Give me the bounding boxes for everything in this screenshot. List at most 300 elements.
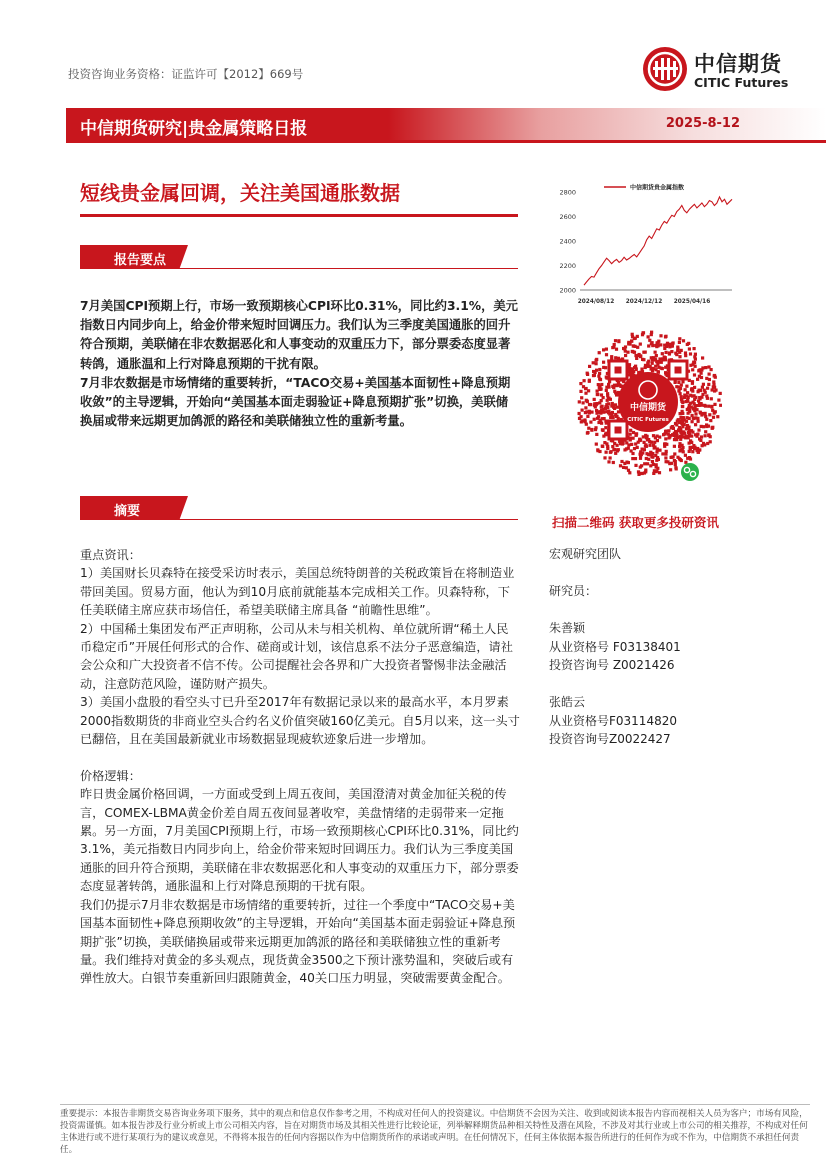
qr-module [691, 420, 694, 423]
qr-module [602, 361, 605, 364]
qr-module [583, 379, 586, 382]
qr-module [691, 382, 694, 385]
disclaimer-divider [60, 1104, 810, 1105]
qr-module [592, 361, 595, 364]
qr-module [672, 427, 675, 430]
qr-module [694, 358, 697, 361]
qr-module [692, 361, 695, 364]
qr-module [693, 394, 696, 397]
qr-module [617, 448, 620, 451]
qr-module [667, 429, 670, 432]
qr-module [704, 430, 707, 433]
chart-y-tick-label: 2600 [559, 213, 576, 221]
qr-module [700, 396, 703, 399]
qr-module [607, 383, 610, 386]
qr-module [712, 385, 715, 388]
team-line: 投资咨询号 Z0021426 [549, 658, 675, 672]
qr-module [692, 401, 695, 404]
qr-module [673, 452, 676, 455]
qr-module [596, 393, 599, 396]
qr-module [602, 435, 605, 438]
qr-module [689, 446, 692, 449]
qr-module [639, 454, 642, 457]
qr-module [586, 415, 589, 418]
summary-gap [80, 748, 520, 766]
qr-module [685, 420, 688, 423]
qr-module [693, 398, 696, 401]
qr-module [654, 365, 657, 368]
qr-module [605, 353, 608, 356]
qr-module [594, 428, 597, 431]
qr-module [581, 419, 584, 422]
qr-module [678, 449, 681, 452]
qr-module [600, 387, 603, 390]
qr-module [647, 438, 650, 441]
qr-module [645, 457, 648, 460]
qr-module [640, 368, 643, 371]
qr-module [584, 387, 587, 390]
qr-module [598, 351, 601, 354]
qr-module [603, 417, 606, 420]
qr-module [665, 460, 668, 463]
qr-module [610, 413, 613, 416]
qr-module [679, 412, 682, 415]
qr-module [649, 464, 652, 467]
qr-module [604, 426, 607, 429]
qr-module [704, 391, 707, 394]
qr-module [708, 373, 711, 376]
qr-module [627, 461, 630, 464]
qr-module [699, 411, 702, 414]
qr-module [634, 442, 637, 445]
qr-module [629, 433, 632, 436]
qr-module [602, 348, 605, 351]
qr-module [600, 399, 603, 402]
qr-module [634, 365, 637, 368]
qr-module [614, 452, 617, 455]
qr-caption: 扫描二维码 获取更多投研资讯 [552, 515, 719, 530]
qr-module [685, 385, 688, 388]
disclaimer-text: 重要提示：本报告非期货交易咨询业务项下服务，其中的观点和信息仅作参考之用，不构成对任何人的投资建议。中信期货不会因为关注、收到或阅读本报告内容而视相关人员为客户；市场有风险，投资需谨慎。如本报告涉及行业分析或上市公司相关内容，旨在对期货市场及其相关性进行比较论证，列举解释期货品种相关特性及潜在风险，不涉及对其行业或上市公司的相关推荐，不构成对任何主体进行或不进行某项行为的建议或意见，不得将本报告的任何内容据以作为中信期货所作的承诺或声明。在任何情况下，任何主体依据本报告所进行的任何作为或不作为，中信期货不承担任何责任。 [60, 1109, 808, 1155]
chart-legend-label: 中信期货贵金属指数 [630, 184, 685, 192]
qr-module [706, 387, 709, 390]
qr-module [644, 366, 647, 369]
qr-module [618, 383, 621, 386]
qr-module [661, 357, 664, 360]
qr-module [639, 466, 642, 469]
report-point-paragraph: 7月非农数据是市场情绪的重要转折，“TACO交易+美国基本面韧性+降息预期收敛”的主导逻辑，开始向“美国基本面走弱验证+降息预期扩张”切换，美联储换届或带来远期更加鸽派的路径和美联储独立性的重新考量。 [80, 375, 511, 429]
qr-module [654, 454, 657, 457]
qr-module [627, 342, 630, 345]
qr-module [605, 348, 608, 351]
qr-module [622, 466, 625, 469]
qr-module [688, 442, 691, 445]
team-line: 朱善颖 [549, 621, 586, 635]
qr-module [681, 380, 684, 383]
qr-module [656, 341, 659, 344]
qr-module [689, 364, 692, 367]
qr-module [700, 413, 703, 416]
chart-y-tick-label: 2400 [559, 237, 576, 246]
qr-module [691, 450, 694, 453]
qr-module [634, 345, 637, 348]
report-date: 2025-8-12 [665, 116, 740, 131]
qr-module [654, 351, 657, 354]
qr-module [676, 456, 679, 459]
qr-module [595, 409, 598, 412]
report-headline: 短线贵金属回调，关注美国通胀数据 [80, 181, 400, 205]
qr-finder-center [675, 367, 682, 374]
qr-module [696, 433, 699, 436]
qr-module [674, 466, 677, 469]
qr-module [644, 351, 647, 354]
qr-module [681, 405, 684, 408]
qr-module [682, 339, 685, 342]
qr-module [680, 395, 683, 398]
qr-module [704, 434, 707, 437]
team-line: 投资咨询号Z0022427 [549, 732, 671, 746]
qr-module [694, 423, 697, 426]
qr-module [645, 452, 648, 455]
qr-module [678, 442, 681, 445]
qr-module [578, 412, 581, 415]
qr-module [651, 456, 654, 459]
qr-module [654, 368, 657, 371]
qr-module [687, 407, 690, 410]
qr-module [697, 404, 700, 407]
qr-module [636, 446, 639, 449]
qr-module [628, 471, 631, 474]
qr-module [622, 442, 625, 445]
qr-module [593, 418, 596, 421]
qr-module [684, 454, 687, 457]
tag-underline [80, 268, 518, 269]
qr-module [607, 460, 610, 463]
qr-module [700, 435, 703, 438]
qr-module [639, 355, 642, 358]
qr-module [709, 419, 712, 422]
qr-module [680, 419, 683, 422]
qr-module [590, 428, 593, 431]
qr-module [613, 343, 616, 346]
qr-module [595, 443, 598, 446]
qr-module [665, 450, 668, 453]
qr-module [667, 344, 670, 347]
qr-module [680, 384, 683, 387]
qr-module [719, 404, 722, 407]
qr-module [664, 442, 667, 445]
qr-module [706, 442, 709, 445]
qr-module [656, 439, 659, 442]
qr-module [683, 432, 686, 435]
qr-module [716, 415, 719, 418]
banner-gradient [388, 108, 826, 140]
qr-module [637, 473, 640, 476]
team-line: 张皓云 [549, 695, 586, 709]
qr-module [702, 383, 705, 386]
qr-module [606, 399, 609, 402]
qr-module [651, 362, 654, 365]
qr-module [649, 444, 652, 447]
qr-module [601, 445, 604, 448]
qr-module [598, 368, 601, 371]
qr-module [609, 451, 612, 454]
qr-module [660, 361, 663, 364]
qr-module [693, 446, 696, 449]
qr-module [644, 445, 647, 448]
qr-module [679, 438, 682, 441]
qr-module [707, 365, 710, 368]
qr-module [659, 334, 662, 337]
qr-module [661, 367, 664, 370]
qr-module [615, 348, 618, 351]
qr-module [694, 353, 697, 356]
qr-module [596, 390, 599, 393]
chart-x-tick-label: 2024/08/12 [577, 299, 615, 305]
qr-module [580, 396, 583, 399]
qr-module [606, 394, 609, 397]
qr-module [661, 452, 664, 455]
qr-module [605, 405, 608, 408]
summary-line: 1）美国财长贝森特在接受采访时表示，美国总统特朗普的关税政策旨在将制造业带回美国。贸易方面，他认为到10月底前就能基本完成相关工作。贝森特称，下任美联储主席应获市场信任，希望美联储主席具备 “前瞻性思维”。 [80, 566, 515, 618]
qr-module [694, 412, 697, 415]
qr-module [664, 335, 667, 338]
summary-line: 昨日贵金属价格回调，一方面或受到上周五夜间，美国澄清对黄金加征关税的传言，COMEX-LBMA黄金价差自周五夜间显著收窄，美盘情绪的走弱带来一定拖累。另一方面，7月美国CPI预期上行，市场一致预期核心CPI环比0.31%，同比约3.1%，美元指数日内同步向上，给金价带来短时回调压力。我们认为三季度美国通胀的回升符合预期，美联储在非农数据恶化和人事变动的双重压力下，部分票委态度显著转鸽，通胀温和上行对降息预期的干扰有限。 [80, 787, 519, 894]
qr-module [613, 407, 616, 410]
qr-module [671, 456, 674, 459]
qr-module [678, 355, 681, 358]
qr-module [599, 378, 602, 381]
qr-module [684, 354, 687, 357]
qr-module [688, 450, 691, 453]
qr-module [678, 337, 681, 340]
qr-module [605, 376, 608, 379]
qr-module [581, 409, 584, 412]
qr-module [606, 447, 609, 450]
qr-module [705, 394, 708, 397]
qr-module [584, 406, 587, 409]
qr-module [641, 448, 644, 451]
qr-module [613, 442, 616, 445]
qr-module [631, 333, 634, 336]
qr-module [690, 435, 693, 438]
qr-module [676, 346, 679, 349]
qr-module [693, 373, 696, 376]
qr-module [634, 434, 637, 437]
qr-module [711, 426, 714, 429]
summary-line: 2）中国稀土集团发布严正声明称，公司从未与相关机构、单位就所谓“稀土人民币稳定币”开展任何形式的合作、磋商或计划，该信息系不法分子恶意编造，请社会公众和广大投资者不信不传。公司提醒社会各界和广大投资者警惕非法金融活动，注意防范风险，谨防财产损失。 [80, 621, 513, 691]
qr-module [665, 351, 668, 354]
qr-module [639, 343, 642, 346]
qr-module [691, 414, 694, 417]
qr-module [630, 340, 633, 343]
qr-module [713, 374, 716, 377]
qr-module [595, 359, 598, 362]
qr-module [639, 439, 642, 442]
qr-module [656, 435, 659, 438]
qr-module [686, 424, 689, 427]
qr-module [597, 375, 600, 378]
qr-module [605, 442, 608, 445]
chart-y-tick-label: 2800 [559, 188, 576, 197]
qr-module [653, 446, 656, 449]
qr-module [635, 357, 638, 360]
qr-module [610, 355, 613, 358]
qr-module [592, 374, 595, 377]
qr-module [632, 437, 635, 440]
qr-module [664, 456, 667, 459]
qr-module [704, 405, 707, 408]
qr-module [609, 398, 612, 401]
qr-module [631, 452, 634, 455]
qr-module [675, 431, 678, 434]
qr-finder-center [615, 367, 622, 374]
qr-module [700, 376, 703, 379]
qr-module [613, 390, 616, 393]
qr-module [680, 400, 683, 403]
qr-module [587, 389, 590, 392]
qr-module [655, 451, 658, 454]
qr-module [619, 464, 622, 467]
qr-module [685, 435, 688, 438]
qr-module [609, 456, 612, 459]
qr-module [690, 387, 693, 390]
qr-module [699, 439, 702, 442]
qr-module [654, 357, 657, 360]
qr-module [681, 422, 684, 425]
qr-module [582, 401, 585, 404]
qr-module [701, 444, 704, 447]
qr-module [680, 459, 683, 462]
qr-module [687, 412, 690, 415]
qr-module [688, 429, 691, 432]
qr-module [700, 372, 703, 375]
qr-module [712, 380, 715, 383]
qr-module [626, 351, 629, 354]
qr-module [627, 447, 630, 450]
qr-module [593, 402, 596, 405]
qr-module [669, 468, 672, 471]
qr-module [603, 456, 606, 459]
team-line: 从业资格号F03114820 [549, 713, 677, 728]
qr-code[interactable] [574, 326, 722, 502]
qr-module [596, 448, 599, 451]
qr-module [578, 400, 581, 403]
qr-module [595, 369, 598, 372]
qr-module [708, 378, 711, 381]
report-banner [66, 108, 826, 140]
qr-module [708, 413, 711, 416]
qr-module [657, 458, 660, 461]
qr-module [686, 416, 689, 419]
research-team [549, 545, 681, 749]
qr-module [580, 415, 583, 418]
qr-module [664, 437, 667, 440]
qr-module [595, 362, 598, 365]
qr-module [611, 346, 614, 349]
qr-module [705, 418, 708, 421]
qr-module [622, 347, 625, 350]
logo-name-en: CITIC Futures [694, 75, 789, 90]
summary-line: 重点资讯： [80, 548, 141, 562]
qr-module [688, 347, 691, 350]
logo-emblem-icon [642, 46, 688, 92]
qr-module [589, 403, 592, 406]
summary-line: 3）美国小盘股的看空头寸已升至2017年有数据记录以来的最高水平，本月罗素2000指数期货的非商业空头合约名义价值突破160亿美元。自5月以来，这一头寸已翻倍，且在美国最新就业市场数据显现疲软迹象后进一步增加。 [80, 695, 520, 747]
company-logo [640, 44, 810, 96]
qr-module [710, 397, 713, 400]
qr-module [673, 438, 676, 441]
chart-x-tick-label: 2024/12/12 [625, 299, 663, 305]
qr-module [614, 356, 617, 359]
qr-module [639, 450, 642, 453]
qr-module [689, 457, 692, 460]
qr-module [696, 417, 699, 420]
qr-module [655, 465, 658, 468]
section-label-report-points: 报告要点 [114, 253, 167, 268]
qr-module [613, 448, 616, 451]
qr-module [634, 464, 637, 467]
qr-module [678, 421, 681, 424]
qr-module [674, 463, 677, 466]
qr-module [676, 349, 679, 352]
qr-module [587, 427, 590, 430]
qr-module [664, 431, 667, 434]
qr-module [651, 460, 654, 463]
qr-module [602, 411, 605, 414]
qr-module [695, 408, 698, 411]
qr-module [668, 462, 671, 465]
summary-line: 我们仍提示7月非农数据是市场情绪的重要转折，过往一个季度中“TACO交易+美国基本面韧性+降息预期收敛”的主导逻辑，开始向“美国基本面走弱验证+降息预期扩张”切换，美联储换届或带来远期更加鸽派的路径和美联储独立性的重新考量。我们维持对黄金的多头观点，现货黄金3500之下预计涨势温和，突破后或有弹性放大。白银节奏重新回归跟随黄金，40关口压力明显，突破需要黄金配合。 [80, 897, 516, 986]
qr-module [597, 415, 600, 418]
tag-underline [80, 519, 518, 520]
qr-module [686, 391, 689, 394]
qr-module [617, 339, 620, 342]
qr-module [620, 460, 623, 463]
qr-module [701, 386, 704, 389]
qr-module [713, 403, 716, 406]
qr-logo-en: CITIC Futures [627, 417, 669, 423]
qr-module [656, 447, 659, 450]
qr-module [689, 394, 692, 397]
qr-module [614, 339, 617, 342]
chart-y-tick-label: 2000 [559, 286, 576, 295]
team-line: 从业资格号 F03138401 [549, 639, 681, 654]
qr-module [674, 460, 677, 463]
qr-module [704, 366, 707, 369]
qr-module [644, 434, 647, 437]
report-points-body [80, 297, 520, 431]
qr-module [678, 341, 681, 344]
qr-module [697, 420, 700, 423]
qr-module [686, 398, 689, 401]
qr-module [592, 370, 595, 373]
chart-series-line [584, 197, 732, 285]
qr-module [686, 343, 689, 346]
wechat-mini-program-icon [681, 463, 699, 481]
qr-module [692, 407, 695, 410]
qr-module [646, 462, 649, 465]
qr-module [719, 392, 722, 395]
qr-module [585, 410, 588, 413]
precious-metals-index-chart [552, 178, 748, 316]
qr-module [699, 389, 702, 392]
team-line [549, 564, 681, 583]
chart-x-tick-label: 2025/04/16 [673, 299, 711, 305]
qr-module [655, 470, 658, 473]
qr-module [707, 383, 710, 386]
team-line: 宏观研究团队 [549, 547, 622, 561]
